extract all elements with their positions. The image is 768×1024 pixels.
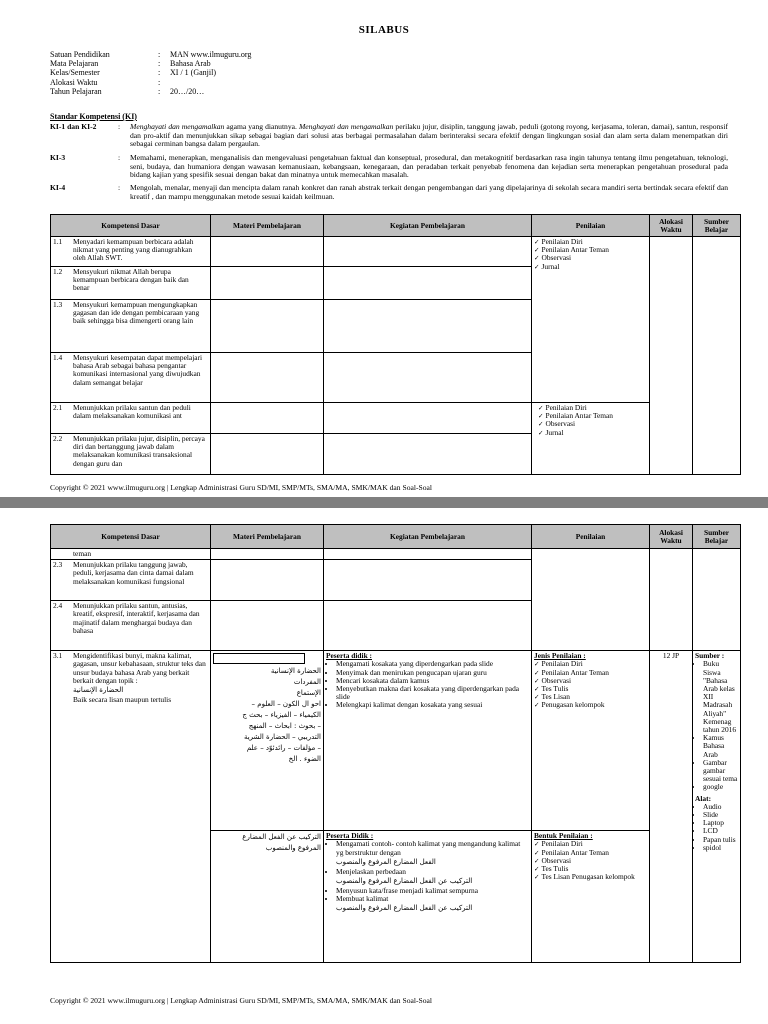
identity-row: Satuan Pendidikan : MAN www.ilmuguru.org bbox=[50, 50, 252, 59]
kegiatan-item: • Menjelaskan perbedaan التركيب عن الفعل المضارع المرفوع والمنصوب bbox=[336, 868, 529, 887]
identity-row: Alokasi Waktu : bbox=[50, 77, 161, 87]
alat-item: • LCD bbox=[703, 827, 738, 835]
kegiatan-item: • Membuat kalimat التركيب عن الفعل المضارع المرفوع والمنصوب bbox=[336, 895, 529, 914]
ki-4: KI-4 : Mengolah, menalar, menyaji dan mencipta dalam ranah konkret dan ranah abstrak terkait dengan pengembangan dari yang dipelajarinya di sekolah secara mandiri serta bertindak secara efektif dan kreatif , dan mampu menggunakan metode sesuai kaidah keilmuan. bbox=[50, 183, 728, 201]
syllabus-table-2 bbox=[50, 524, 741, 963]
penilaian-item: ✓ Tes Tulis bbox=[534, 865, 647, 873]
penilaian-item: ✓ Jurnal bbox=[534, 263, 647, 271]
kegiatan-item: • Melengkapi kalimat dengan kosakata yang sesuai bbox=[336, 701, 529, 709]
penilaian-cell bbox=[532, 237, 650, 403]
penilaian-cell bbox=[532, 403, 650, 475]
ki-1-2: KI-1 dan KI-2 : Menghayati dan mengamalkan agama yang dianutnya. Menghayati dan mengamalkan perilaku jujur, disiplin, tanggung jawab, peduli (gotong royong, kerjasama, toleran, damai), santun, responsif dan pro-aktif dan menunjukkan sikap sebagai bagian dari solusi atas berbagai permasalahan dalam berinteraksi secara efektif dengan lingkungan sosial dan alam serta dalam menempatkan diri sebagai cerminan bangsa dalam pergaulan. bbox=[50, 122, 728, 149]
materi-line: الحضارة الإنسانية bbox=[270, 667, 321, 676]
kd-cell: teman bbox=[51, 549, 211, 560]
header-kegiatan: Kegiatan Pembelajaran bbox=[324, 525, 532, 549]
kegiatan-cell: Peserta Didik : • Mengamati contoh- contoh kalimat yang mengandung kalimat yg berstruktur dengan الفعل المضارع المرفوع والمنصوب • Menjelaskan perbedaan التركيب عن الفعل المضارع المرفوع والمنصوب • Menyusun kata/frase menjadi kalimat sempurna • Membuat kalimat التركيب عن الفعل المضارع المرفوع والمنصوب bbox=[324, 831, 532, 963]
materi-line: المرفوع والمنصوب bbox=[265, 844, 321, 853]
header-alokasi: Alokasi Waktu bbox=[650, 215, 693, 237]
identity-row: Kelas/Semester : XI / 1 (Ganjil) bbox=[50, 68, 216, 78]
penilaian-item: ✓ Penilaian Diri bbox=[534, 660, 647, 668]
kd-cell: 1.4 Mensyukuri kesempatan dapat mempelajari bahasa Arab sebagai bahasa pengantar komunikasi internasional yang diwujudkan dalam semangat belajar bbox=[51, 353, 211, 403]
identity-row: Mata Pelajaran : Bahasa Arab bbox=[50, 59, 211, 69]
kegiatan-item: • Mencari kosakata dalam kamus bbox=[336, 677, 529, 685]
sumber-cell: Sumber : • Buku Siswa "Bahasa Arab kelas XII Madrasah Aliyah" Kemenag tahun 2016 • Kamus Bahasa Arab • Gambar gambar sesuai tema • google Alat: • Audio • Slide • Laptop • LCD • Papan tulis • spidol bbox=[693, 651, 741, 963]
sumber-item: • google bbox=[703, 783, 738, 791]
sumber-item: • Gambar gambar sesuai tema bbox=[703, 759, 738, 784]
header-materi: Materi Pembelajaran bbox=[211, 525, 324, 549]
sumber-item: • Kamus Bahasa Arab bbox=[703, 734, 738, 759]
penilaian-item: ✓ Tes Tulis bbox=[534, 685, 647, 693]
materi-line: احو ال الكون – العلوم – bbox=[251, 700, 321, 709]
materi-line: التدريبي – الحضارة الشرية bbox=[243, 733, 321, 742]
materi-line: – بحوث : ابحاث – المنهج bbox=[248, 722, 321, 731]
header-alokasi: Alokasi Waktu bbox=[650, 525, 693, 549]
alat-item: • Papan tulis bbox=[703, 836, 738, 844]
kd-cell: 2.1 Menunjukkan prilaku santun dan peduli dalam melaksanakan komunikasi ant bbox=[51, 403, 211, 434]
page-footer: Copyright © 2021 www.ilmuguru.org | Lengkap Administrasi Guru SD/MI, SMP/MTs, SMA/MA, SMK/MAK dan Soal-Soal bbox=[50, 996, 433, 1005]
materi-line: – مؤلفات – رائدئوّد – علم bbox=[246, 744, 321, 753]
materi-cell bbox=[211, 831, 324, 963]
kd-cell: 2.4 Menunjukkan prilaku santun, antusias, kreatif, ekspresif, interaktif, kerjasama dan majinatif dalam menghargai budaya dan bahasa bbox=[51, 601, 211, 651]
materi-line: الكيمياء – الفيزياء – بحث ج bbox=[242, 711, 321, 720]
header-penilaian: Penilaian bbox=[532, 525, 650, 549]
identity-block bbox=[50, 50, 251, 96]
penilaian-item: ✓ Jurnal bbox=[538, 429, 647, 437]
penilaian-item: ✓ Penilaian Antar Teman bbox=[534, 246, 647, 254]
alat-item: • Audio bbox=[703, 803, 738, 811]
ki-3: KI-3 : Memahami, menerapkan, menganalisis dan mengevaluasi pengetahuan faktual dan konseptual, prosedural, dan metakognitif berdasarkan rasa ingin tahunya tentang ilmu pengetahuan, teknologi, seni, budaya, dan humaniora dengan wawasan kemanusiaan, kebangsaan, kenegaraan, dan peradaban terkait penyebab fenomena dan kejadian serta menerapkan pengetahuan prosedural pada bidang kajian yang spesifik sesuai dengan bakat dan minatnya untuk memecahkan masalah. bbox=[50, 153, 728, 180]
kegiatan-item: • Menyimak dan menirukan pengucapan ujaran guru bbox=[336, 669, 529, 677]
penilaian-item: ✓ Penugasan kelompok bbox=[534, 701, 647, 709]
materi-line: التركيب عن الفعل المضارع bbox=[242, 833, 321, 842]
penilaian-item: ✓ Observasi bbox=[538, 420, 647, 428]
sumber-item: • Buku Siswa "Bahasa Arab kelas XII Madrasah Aliyah" Kemenag tahun 2016 bbox=[703, 660, 738, 734]
materi-line: الضوء . الخ bbox=[288, 755, 321, 764]
kd-cell: 1.1 Menyadari kemampuan berbicara adalah nikmat yang penting yang dianugrahkan oleh Allah SWT. bbox=[51, 237, 211, 267]
kegiatan-cell: Peserta didik : • Mengamati kosakata yang diperdengarkan pada slide • Menyimak dan menirukan pengucapan ujaran guru • Mencari kosakata dalam kamus • Menyebutkan makna dari kosakata yang diperdengarkan pada slide • Melengkapi kalimat dengan kosakata yang sesuai bbox=[324, 651, 532, 831]
penilaian-item: ✓ Observasi bbox=[534, 677, 647, 685]
penilaian-item: ✓ Penilaian Diri bbox=[538, 404, 647, 412]
page-1 bbox=[0, 0, 768, 497]
page-2 bbox=[0, 508, 768, 1024]
alat-item: • spidol bbox=[703, 844, 738, 852]
materi-line: المفردات bbox=[293, 678, 321, 687]
materi-line: الإستماع bbox=[296, 689, 321, 698]
kd-cell: 3.1 Mengidentifikasi bunyi, makna kalimat, gagasan, unsur kebahasaan, struktur teks dan unsur budaya bahasa Arab yang berkait berkait dengan topik : الحضارة الإنسانية Baik secara lisan maupun tertulis bbox=[51, 651, 211, 963]
header-kd: Kompetensi Dasar bbox=[51, 215, 211, 237]
alat-item: • Slide bbox=[703, 811, 738, 819]
kegiatan-item: • Mengamati contoh- contoh kalimat yang mengandung kalimat yg berstruktur dengan الفعل المضارع المرفوع والمنصوب bbox=[336, 840, 529, 867]
syllabus-table-1 bbox=[50, 214, 741, 475]
empty-box bbox=[213, 653, 305, 664]
kd-cell: 1.2 Mensyukuri nikmat Allah berupa kemampuan berbicara dengan baik dan benar bbox=[51, 267, 211, 300]
header-materi: Materi Pembelajaran bbox=[211, 215, 324, 237]
penilaian-cell: Jenis Penilaian : ✓ Penilaian Diri ✓ Penilaian Antar Teman ✓ Observasi ✓ Tes Tulis ✓ Tes Lisan ✓ Penugasan kelompok bbox=[532, 651, 650, 831]
penilaian-item: ✓ Penilaian Diri bbox=[534, 840, 647, 848]
penilaian-item: ✓ Observasi bbox=[534, 254, 647, 262]
penilaian-item: ✓ Penilaian Diri bbox=[534, 238, 647, 246]
penilaian-item: ✓ Penilaian Antar Teman bbox=[538, 412, 647, 420]
identity-row: Tahun Pelajaran : 20…/20… bbox=[50, 86, 205, 96]
ski-heading: Standar Kompetensi (KI) bbox=[50, 112, 137, 121]
kegiatan-item: • Mengamati kosakata yang diperdengarkan pada slide bbox=[336, 660, 529, 668]
header-kegiatan: Kegiatan Pembelajaran bbox=[324, 215, 532, 237]
kegiatan-item: • Menyusun kata/frase menjadi kalimat sempurna bbox=[336, 887, 529, 895]
penilaian-item: ✓ Tes Lisan bbox=[534, 693, 647, 701]
kd-cell: 1.3 Mensyukuri kemampuan mengungkapkan gagasan dan ide dengan pembicaraan yang baik sehingga bisa dimengerti orang lain bbox=[51, 300, 211, 353]
page-footer: Copyright © 2021 www.ilmuguru.org | Lengkap Administrasi Guru SD/MI, SMP/MTs, SMA/MA, SMK/MAK dan Soal-Soal bbox=[50, 483, 433, 492]
header-kd: Kompetensi Dasar bbox=[51, 525, 211, 549]
penilaian-cell: Bentuk Penilaian : ✓ Penilaian Diri ✓ Penilaian Antar Teman ✓ Observasi ✓ Tes Tulis ✓ Tes Lisan Penugasan kelompok bbox=[532, 831, 650, 963]
penilaian-item: ✓ Penilaian Antar Teman bbox=[534, 669, 647, 677]
header-penilaian: Penilaian bbox=[532, 215, 650, 237]
kegiatan-item: • Menyebutkan makna dari kosakata yang diperdengarkan pada slide bbox=[336, 685, 529, 701]
alat-item: • Laptop bbox=[703, 819, 738, 827]
header-sumber: Sumber Belajar bbox=[693, 215, 741, 237]
header-sumber: Sumber Belajar bbox=[693, 525, 741, 549]
kd-cell: 2.2 Menunjukkan prilaku jujur, disiplin, percaya diri dan bertanggung jawab dalam melaksanakan komunikasi transaksional dengan guru dan bbox=[51, 434, 211, 475]
kd-cell: 2.3 Menunjukkan prilaku tanggung jawab, peduli, kerjasama dan cinta damai dalam melaksanakan komunikasi fungsional bbox=[51, 560, 211, 601]
penilaian-item: ✓ Observasi bbox=[534, 857, 647, 865]
penilaian-item: ✓ Penilaian Antar Teman bbox=[534, 849, 647, 857]
penilaian-item: ✓ Tes Lisan Penugasan kelompok bbox=[534, 873, 647, 881]
document-title: SILABUS bbox=[358, 24, 410, 36]
materi-cell bbox=[211, 651, 324, 831]
alokasi-cell: 12 JP bbox=[650, 651, 693, 963]
